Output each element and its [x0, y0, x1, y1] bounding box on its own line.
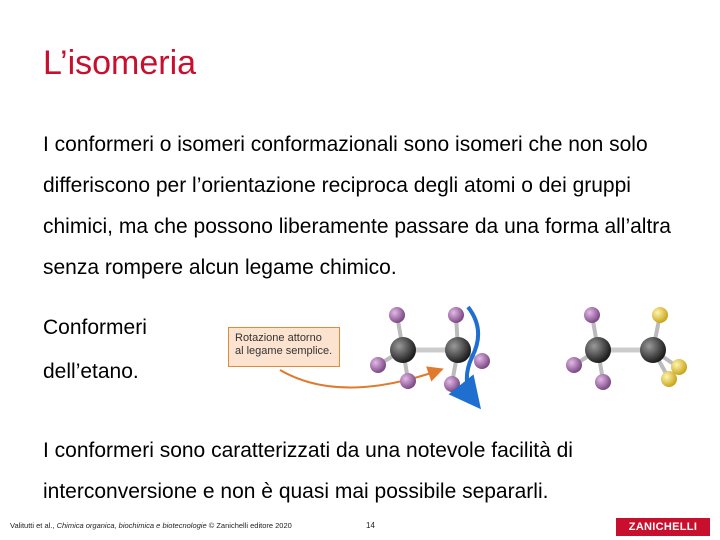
citation-title: Chimica organica, biochimica e biotecnologie — [56, 521, 207, 530]
intro-text-1: I — [43, 133, 55, 156]
ethane-molecule-1 — [370, 307, 490, 392]
slide-footer — [0, 514, 720, 540]
citation-publisher: © Zanichelli editore 2020 — [206, 521, 292, 530]
ethane-conformers-figure — [220, 295, 700, 410]
rotation-callout: Rotazione attorno al legame semplice. — [228, 327, 340, 367]
zanichelli-logo: ZANICHELLI — [616, 518, 710, 536]
callout-arrow — [280, 370, 440, 388]
figure-caption: Conformeri dell’etano. — [43, 316, 147, 383]
conclusion-paragraph: I conformeri sono caratterizzati da una notevole facilità di interconversione e non è quasi mai possibile separarli. — [43, 439, 573, 503]
term-conformeri: conformeri — [54, 133, 154, 156]
term-isomeri-conformazionali: isomeri conformazionali — [177, 133, 398, 156]
slide-title: L’isomeria — [43, 44, 197, 82]
citation-authors: Valitutti et al., — [10, 521, 57, 530]
intro-text-3: sono isomeri che non solo differiscono per l’orientazione reciproca degli atomi o dei gruppi chimici, ma che possono liberamente passare da una forma all’altra senza rompere alcun legame chimico. — [43, 133, 671, 279]
citation — [10, 521, 292, 530]
page-number: 14 — [366, 521, 375, 530]
intro-text-2: o — [153, 133, 178, 156]
ethane-molecule-2 — [566, 307, 687, 390]
intro-paragraph — [43, 124, 693, 288]
